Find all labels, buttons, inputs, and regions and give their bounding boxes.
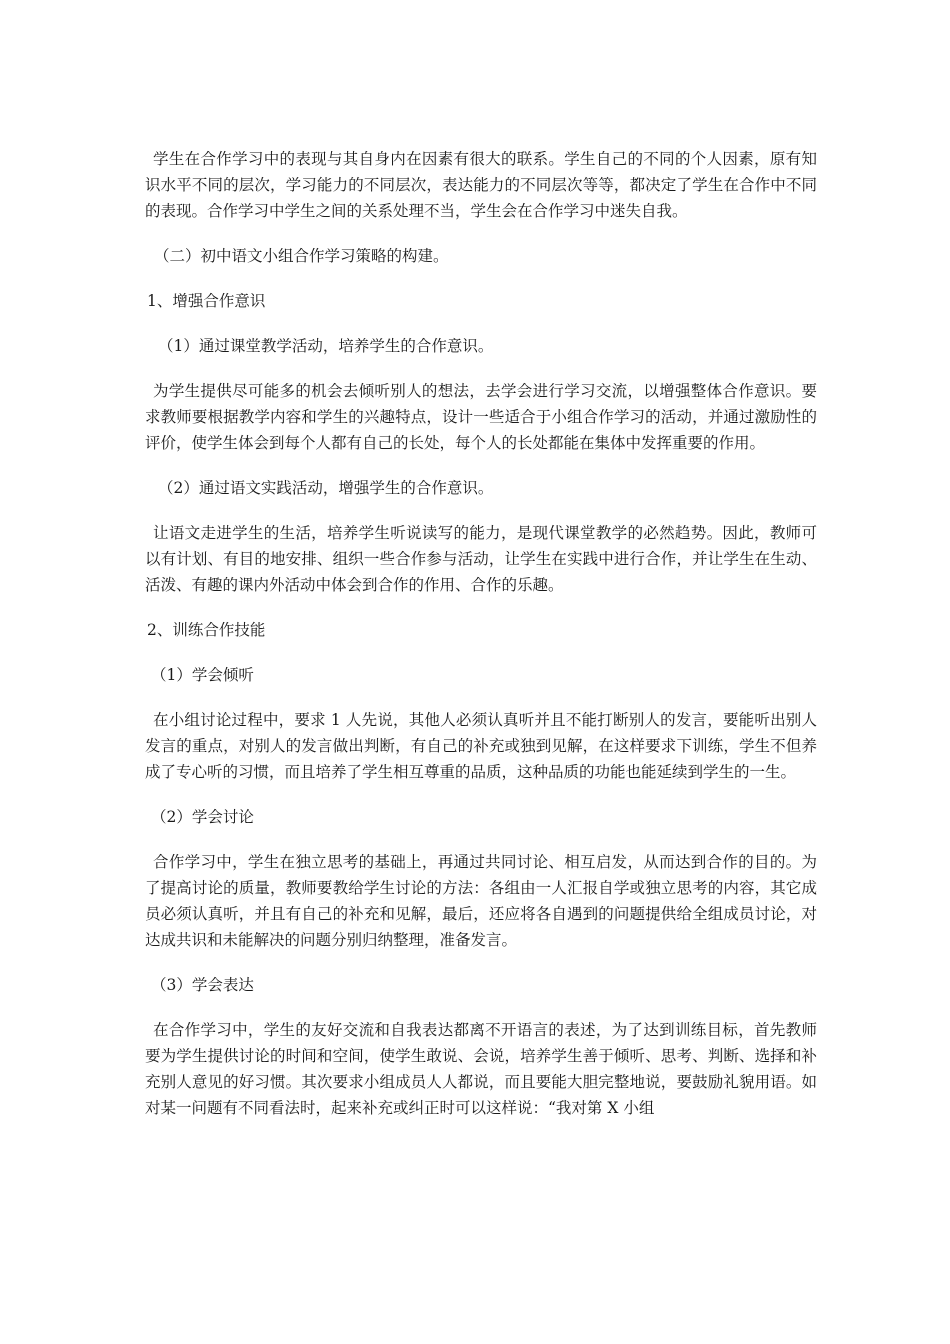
heading-enhance-awareness: 1、增强合作意识	[147, 292, 266, 310]
subheading-learn-listening: （1）学会倾听	[151, 666, 254, 684]
document-body	[145, 146, 817, 1140]
paragraph-group-discussion-listening: 在小组讨论过程中，要求 1 人先说，其他人必须认真听并且不能打断别人的发言，要能听出别人发言的重点，对别人的发言做出判断，有自己的补充或独到见解，在这样要求下训练，学生不但养成了专心听的习惯，而且培养了学生相互尊重的品质，这种品质的功能也能延续到学生的一生。	[145, 711, 817, 781]
paragraph-chinese-into-life: 让语文走进学生的生活，培养学生听说读写的能力，是现代课堂教学的必然趋势。因此，教师可以有计划、有目的地安排、组织一些合作参与活动，让学生在实践中进行合作，并让学生在生动、活泼、有趣的课内外活动中体会到合作的作用、合作的乐趣。	[145, 524, 817, 594]
subheading-classroom-activities: （1）通过课堂教学活动，培养学生的合作意识。	[158, 337, 494, 355]
section-heading-strategy: （二）初中语文小组合作学习策略的构建。	[154, 247, 449, 265]
subheading-learn-expression: （3）学会表达	[151, 976, 254, 994]
subheading-learn-discussion: （2）学会讨论	[151, 808, 254, 826]
paragraph-discussion-methods: 合作学习中，学生在独立思考的基础上，再通过共同讨论、相互启发，从而达到合作的目的。为了提高讨论的质量，教师要教给学生讨论的方法：各组由一人汇报自学或独立思考的内容，其它成员必须认真听，并且有自己的补充和见解，最后，还应将各自遇到的问题提供给全组成员讨论，对达成共识和未能解决的问题分别归纳整理，准备发言。	[145, 853, 817, 949]
heading-train-skills: 2、训练合作技能	[147, 621, 266, 639]
paragraph-expression-training: 在合作学习中，学生的友好交流和自我表达都离不开语言的表述，为了达到训练目标，首先教师要为学生提供讨论的时间和空间，使学生敢说、会说，培养学生善于倾听、思考、判断、选择和补充别人意见的好习惯。其次要求小组成员人人都说，而且要能大胆完整地说，要鼓励礼貌用语。如对某一问题有不同看法时，起来补充或纠正时可以这样说：“我对第 X 小组	[145, 1021, 817, 1117]
subheading-practice-activities: （2）通过语文实践活动，增强学生的合作意识。	[158, 479, 494, 497]
paragraph-student-factors: 学生在合作学习中的表现与其自身内在因素有很大的联系。学生自己的不同的个人因素，原有知识水平不同的层次，学习能力的不同层次，表达能力的不同层次等等，都决定了学生在合作中不同的表现。合作学习中学生之间的关系处理不当，学生会在合作学习中迷失自我。	[145, 150, 817, 220]
paragraph-listening-opportunities: 为学生提供尽可能多的机会去倾听别人的想法，去学会进行学习交流，以增强整体合作意识。要求教师要根据教学内容和学生的兴趣特点，设计一些适合于小组合作学习的活动，并通过激励性的评价，使学生体会到每个人都有自己的长处，每个人的长处都能在集体中发挥重要的作用。	[145, 382, 817, 452]
